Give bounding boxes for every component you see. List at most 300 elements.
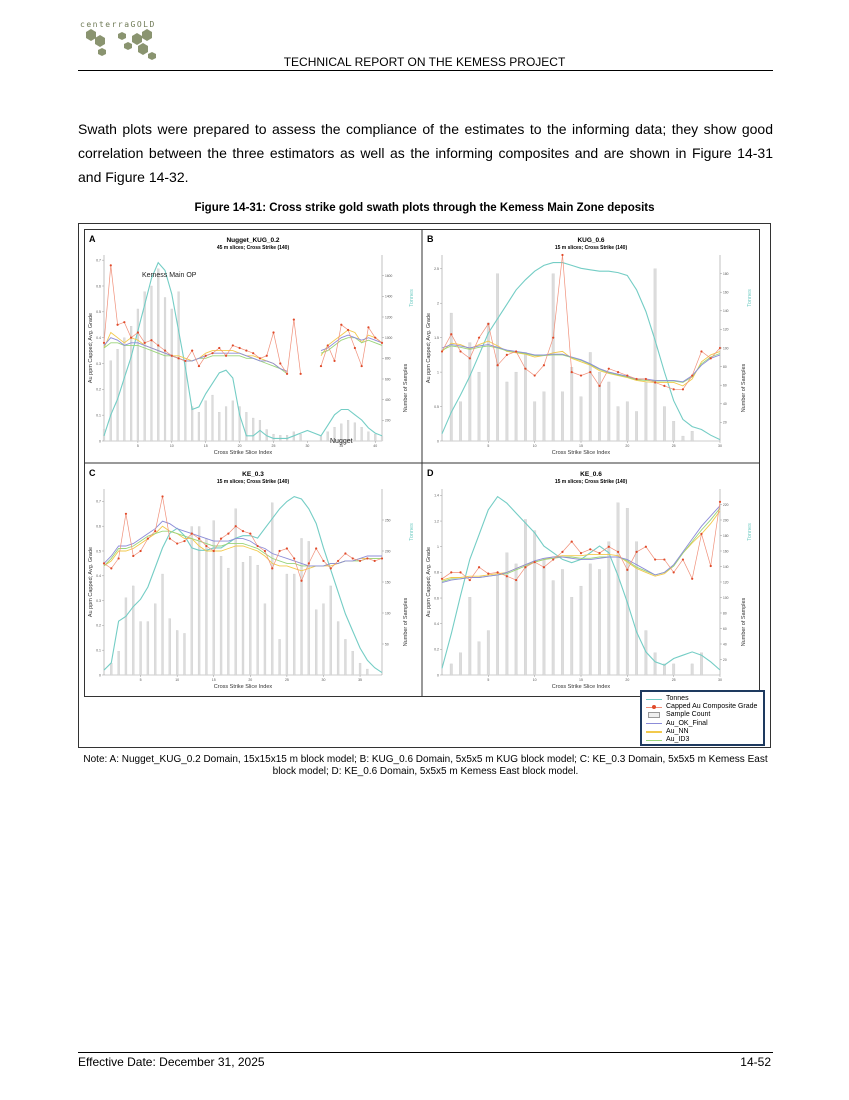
capped-grade-point	[340, 324, 342, 326]
y-tick-label: 0.4	[434, 621, 439, 626]
effective-date: Effective Date: December 31, 2025	[78, 1055, 265, 1069]
x-tick-label: 15	[211, 678, 216, 682]
capped-grade-point	[225, 355, 227, 357]
sample-count-bar	[205, 538, 207, 675]
y-tick-label: 0.1	[96, 413, 101, 418]
capped-grade-point	[626, 374, 628, 376]
y2-axis-label: Number of Samples	[403, 363, 409, 413]
capped-grade-point	[441, 350, 443, 352]
capped-grade-point	[169, 538, 171, 540]
page-number: 14-52	[740, 1055, 771, 1069]
legend-swatch	[646, 728, 662, 736]
x-tick-label: 20	[625, 444, 630, 448]
x-tick-label: 10	[532, 678, 537, 682]
capped-grade-point	[242, 530, 244, 532]
y-axis-label: Au ppm Capped; Avg. Grade	[426, 312, 432, 384]
sample-count-bar	[552, 274, 555, 441]
y2-tick-label: 1000	[385, 335, 393, 340]
sample-count-bar	[273, 434, 275, 441]
capped-grade-point	[198, 538, 200, 540]
y2-tick-label: 200	[385, 549, 391, 554]
x-tick-label: 15	[203, 444, 208, 448]
capped-grade-point	[469, 579, 471, 581]
sample-count-bar	[183, 633, 185, 675]
y-tick-label: 0	[437, 673, 439, 678]
capped-grade-point	[354, 347, 356, 349]
legend-label: Capped Au Composite Grade	[666, 703, 758, 711]
sample-count-bar	[315, 610, 317, 675]
capped-grade-point	[636, 551, 638, 553]
capped-grade-point	[487, 573, 489, 575]
x-tick-label: 5	[487, 444, 490, 448]
x-tick-label: 15	[579, 444, 583, 448]
sample-count-bar	[608, 542, 611, 675]
capped-grade-point	[534, 561, 536, 563]
legend-label: Tonnes	[666, 695, 689, 703]
y-axis-label: Au ppm Capped; Avg. Grade	[426, 546, 432, 618]
capped-grade-point	[598, 385, 600, 387]
y2-tick-label: 60	[723, 383, 727, 388]
sample-count-bar	[123, 338, 125, 441]
sample-count-bar	[598, 372, 601, 441]
capped-grade-point	[552, 337, 554, 339]
capped-grade-point	[176, 542, 178, 544]
x-tick-label: 15	[579, 678, 583, 682]
capped-grade-point	[286, 373, 288, 375]
capped-grade-point	[589, 548, 591, 550]
capped-grade-point	[337, 560, 339, 562]
capped-grade-point	[352, 557, 354, 559]
au-nn-line	[442, 341, 720, 386]
y-tick-label: 0.4	[96, 574, 101, 579]
capped-grade-point	[293, 318, 295, 320]
y2-tick-label: 60	[723, 626, 727, 631]
y2-tick-label: 40	[723, 402, 727, 407]
sample-count-bar	[110, 361, 112, 441]
x-tick-label: 10	[175, 678, 180, 682]
sample-count-bar	[132, 586, 134, 675]
y2-tick-label: 100	[723, 595, 729, 600]
sample-count-bar	[459, 402, 462, 441]
capped-grade-point	[682, 558, 684, 560]
y-tick-label: 0.3	[96, 598, 101, 603]
capped-grade-point	[580, 374, 582, 376]
capped-grade-point	[220, 538, 222, 540]
y-tick-label: 1	[437, 370, 439, 375]
y-axis-label: Au ppm Capped; Avg. Grade	[88, 312, 94, 384]
capped-grade-point	[608, 368, 610, 370]
x-tick-label: 25	[284, 678, 289, 682]
panel-letter: D	[427, 468, 434, 478]
capped-grade-point	[487, 323, 489, 325]
y2-tick-label: 800	[385, 356, 391, 361]
sample-count-bar	[580, 397, 583, 441]
sample-count-bar	[626, 402, 629, 441]
swath-plot-panels	[84, 229, 760, 697]
sample-count-bar	[570, 597, 573, 675]
capped-grade-point	[130, 337, 132, 339]
x-tick-label: 10	[532, 444, 537, 448]
chart-legend	[640, 690, 765, 746]
au-id3-line	[104, 531, 382, 566]
capped-grade-point	[700, 533, 702, 535]
y2-tick-label: 200	[385, 418, 391, 423]
capped-grade-point	[333, 360, 335, 362]
legend-item-ok	[646, 720, 759, 728]
capped-grade-point	[645, 546, 647, 548]
capped-grade-point	[118, 557, 120, 559]
capped-grade-point	[252, 352, 254, 354]
sample-count-bar	[374, 434, 376, 441]
capped-grade-point	[691, 374, 693, 376]
capped-grade-point	[177, 357, 179, 359]
y-tick-label: 1.5	[434, 335, 439, 340]
sample-count-bar	[252, 418, 254, 441]
sample-count-bar	[691, 431, 694, 441]
x-tick-label: 30	[321, 678, 326, 682]
capped-grade-point	[183, 540, 185, 542]
sample-count-bar	[125, 598, 127, 675]
capped-grade-point	[450, 333, 452, 335]
y2-tick-label: 160	[723, 549, 729, 554]
x-tick-label: 25	[671, 678, 676, 682]
capped-grade-point	[571, 371, 573, 373]
sample-count-bar	[257, 565, 259, 675]
sample-count-bar	[154, 604, 156, 675]
y2-axis-label: Number of Samples	[403, 597, 409, 647]
x-axis-label: Cross Strike Slice Index	[551, 684, 611, 690]
report-title: TECHNICAL REPORT ON THE KEMESS PROJECT	[283, 55, 566, 69]
capped-grade-point	[293, 557, 295, 559]
swath-panel-c	[88, 468, 415, 690]
y-tick-label: 2	[437, 301, 439, 306]
panel-subtitle: 15 m slices; Cross Strike (140)	[216, 479, 290, 485]
capped-grade-point	[103, 342, 105, 344]
body-paragraph: Swath plots were prepared to assess the compliance of the estimates to the informing data; they show good correlation between the three estimators as well as the informing composites and are shown in Figure 14-31 and Figure 14-32.	[78, 121, 773, 185]
sample-count-bar	[320, 436, 322, 441]
legend-label: Au_ID3	[666, 736, 690, 744]
capped-grade-point	[663, 385, 665, 387]
capped-grade-point	[154, 530, 156, 532]
y-tick-label: 0.5	[96, 549, 101, 554]
capped-grade-point	[213, 550, 215, 552]
capped-grade-point	[608, 546, 610, 548]
y2-axis-label: Number of Samples	[741, 597, 747, 647]
y-tick-label: 0.2	[434, 647, 439, 652]
capped-grade-point	[381, 557, 383, 559]
capped-grade-point	[147, 538, 149, 540]
capped-grade-point	[211, 352, 213, 354]
y-tick-label: 1.4	[434, 493, 439, 498]
capped-grade-point	[245, 349, 247, 351]
y2-tick-label: 150	[385, 580, 391, 585]
sample-count-bar	[487, 631, 490, 675]
capped-grade-point	[198, 365, 200, 367]
y2-tick-label: 140	[723, 564, 729, 569]
x-tick-label: 40	[373, 444, 378, 448]
capped-grade-point	[598, 552, 600, 554]
au-ok-final-line	[442, 506, 720, 583]
capped-grade-point	[515, 350, 517, 352]
sample-count-bar	[176, 630, 178, 675]
capped-grade-point	[184, 360, 186, 362]
sample-count-bar	[213, 521, 215, 675]
sample-count-bar	[552, 581, 555, 675]
legend-swatch	[646, 695, 662, 703]
sample-count-bar	[245, 412, 247, 441]
legend-item-capped	[646, 703, 759, 711]
y2-tick-label: 220	[723, 502, 729, 507]
capped-grade-point	[271, 567, 273, 569]
capped-grade-point	[132, 555, 134, 557]
panel-title: Nugget_KUG_0.2	[226, 237, 280, 244]
y-tick-label: 0.7	[96, 258, 101, 263]
sample-count-bar	[205, 401, 207, 441]
y2-tick-label: 1200	[385, 315, 393, 320]
capped-grade-point	[286, 547, 288, 549]
sample-count-bar	[478, 372, 481, 441]
sample-count-bar	[533, 531, 536, 675]
legend-swatch	[646, 736, 662, 744]
y-tick-label: 0.6	[96, 284, 101, 289]
x-tick-label: 30	[718, 444, 722, 448]
capped-grade-point	[205, 355, 207, 357]
panel-title: KE_0.3	[242, 471, 264, 478]
capped-grade-point	[561, 551, 563, 553]
sample-count-bar	[352, 651, 354, 675]
capped-grade-point	[272, 331, 274, 333]
y-tick-label: 0.3	[96, 361, 101, 366]
sample-count-bar	[361, 427, 363, 441]
footer-divider	[78, 1052, 773, 1053]
sample-count-bar	[506, 382, 509, 441]
capped-grade-point	[161, 495, 163, 497]
capped-grade-point	[710, 357, 712, 359]
capped-grade-point	[278, 550, 280, 552]
capped-grade-point	[125, 513, 127, 515]
y-tick-label: 0.5	[96, 310, 101, 315]
sample-count-bar	[178, 292, 180, 441]
capped-grade-point	[506, 575, 508, 577]
y3-axis-label: Tonnes	[747, 289, 753, 307]
capped-grade-point	[497, 364, 499, 366]
y-tick-label: 1	[437, 545, 439, 550]
capped-grade-point	[144, 342, 146, 344]
sample-count-bar	[645, 382, 648, 441]
sample-count-bar	[191, 407, 193, 441]
y3-axis-label: Tonnes	[409, 523, 415, 541]
sample-count-bar	[635, 411, 638, 441]
capped-grade-point	[719, 501, 721, 503]
x-tick-label: 10	[169, 444, 174, 448]
header-divider	[78, 70, 773, 71]
capped-grade-point	[700, 350, 702, 352]
capped-grade-point	[450, 571, 452, 573]
swath-panel-b	[426, 234, 753, 456]
y2-tick-label: 100	[385, 611, 391, 616]
sample-count-bar	[469, 597, 472, 675]
panel-subtitle: 15 m slices; Cross Strike (140)	[554, 245, 628, 251]
sample-count-bar	[359, 663, 361, 675]
y2-tick-label: 140	[723, 309, 729, 314]
sample-count-bar	[672, 421, 675, 441]
capped-grade-point	[300, 580, 302, 582]
capped-grade-point	[191, 533, 193, 535]
sample-count-bar	[561, 569, 564, 675]
capped-grade-point	[682, 388, 684, 390]
capped-grade-point	[636, 378, 638, 380]
panel-subtitle: 45 m slices; Cross Strike (140)	[216, 245, 290, 251]
y2-tick-label: 20	[723, 420, 727, 425]
capped-grade-point	[645, 378, 647, 380]
capped-grade-point	[266, 355, 268, 357]
au-id3-line	[442, 346, 720, 383]
capped-grade-point	[561, 254, 563, 256]
y2-tick-label: 120	[723, 327, 729, 332]
capped-grade-point	[103, 562, 105, 564]
capped-grade-line	[442, 255, 720, 389]
sample-count-bar	[144, 292, 146, 441]
sample-count-bar	[617, 407, 620, 441]
y-tick-label: 2.5	[434, 267, 439, 272]
legend-swatch	[646, 711, 662, 719]
x-tick-label: 20	[625, 678, 630, 682]
sample-count-bar	[227, 568, 229, 675]
y-tick-label: 1.2	[434, 519, 439, 524]
capped-grade-point	[330, 567, 332, 569]
sample-count-bar	[366, 669, 368, 675]
capped-grade-point	[459, 571, 461, 573]
x-axis-label: Cross Strike Slice Index	[551, 450, 611, 456]
y3-axis-label: Tonnes	[409, 289, 415, 307]
y2-tick-label: 80	[723, 611, 727, 616]
y2-tick-label: 600	[385, 377, 391, 382]
x-tick-label: 25	[271, 444, 276, 448]
capped-grade-point	[315, 547, 317, 549]
y2-tick-label: 120	[723, 580, 729, 585]
sample-count-bar	[515, 372, 518, 441]
sample-count-bar	[344, 639, 346, 675]
sample-count-bar	[543, 558, 546, 675]
capped-grade-point	[150, 339, 152, 341]
sample-count-bar	[543, 392, 546, 441]
x-tick-label: 20	[248, 678, 253, 682]
sample-count-bar	[157, 269, 159, 441]
y-tick-label: 0.5	[434, 404, 439, 409]
x-tick-label: 25	[671, 444, 676, 448]
sample-count-bar	[580, 586, 583, 675]
capped-grade-point	[347, 329, 349, 331]
capped-grade-point	[344, 552, 346, 554]
x-tick-label: 5	[139, 678, 142, 682]
sample-count-bar	[682, 436, 685, 441]
sample-count-bar	[381, 436, 383, 441]
capped-grade-point	[239, 347, 241, 349]
capped-grade-point	[543, 566, 545, 568]
sample-count-bar	[191, 527, 193, 675]
x-tick-label: 20	[237, 444, 242, 448]
sample-count-bar	[271, 503, 273, 675]
sample-count-bar	[478, 642, 481, 675]
capped-grade-point	[279, 362, 281, 364]
sample-count-bar	[110, 663, 112, 675]
capped-grade-point	[374, 337, 376, 339]
y-tick-label: 0.6	[96, 524, 101, 529]
capped-grade-point	[469, 357, 471, 359]
y-tick-label: 0.2	[96, 623, 101, 628]
y-tick-label: 0.8	[434, 570, 439, 575]
legend-label: Au_OK_Final	[666, 719, 708, 727]
x-axis-label: Cross Strike Slice Index	[213, 450, 273, 456]
capped-grade-point	[366, 557, 368, 559]
sample-count-bar	[218, 412, 220, 441]
y3-axis-label: Tonnes	[747, 523, 753, 541]
sample-count-bar	[450, 313, 453, 441]
capped-grade-point	[137, 331, 139, 333]
y2-tick-label: 250	[385, 518, 391, 523]
sample-count-bar	[691, 664, 694, 675]
sample-count-bar	[286, 574, 288, 675]
y-tick-label: 0.7	[96, 499, 101, 504]
sample-count-bar	[198, 527, 200, 675]
sample-count-bar	[589, 564, 592, 675]
capped-grade-point	[110, 264, 112, 266]
sample-count-bar	[635, 542, 638, 675]
sample-count-bar	[147, 622, 149, 675]
y2-tick-label: 200	[723, 518, 729, 523]
capped-grade-point	[157, 344, 159, 346]
sample-count-bar	[354, 423, 356, 441]
capped-grade-point	[327, 344, 329, 346]
sample-count-bar	[327, 432, 329, 441]
capped-grade-point	[478, 566, 480, 568]
swath-panel-a	[88, 234, 415, 456]
x-tick-label: 5	[487, 678, 490, 682]
capped-grade-point	[123, 321, 125, 323]
x-tick-label: 35	[339, 444, 344, 448]
capped-grade-point	[552, 558, 554, 560]
sample-count-bar	[654, 269, 657, 441]
x-tick-label: 35	[358, 678, 363, 682]
capped-grade-point	[626, 569, 628, 571]
sample-count-bar	[608, 382, 611, 441]
capped-grade-point	[218, 347, 220, 349]
capped-grade-point	[139, 550, 141, 552]
capped-grade-point	[374, 560, 376, 562]
legend-item-tonnes	[646, 695, 759, 703]
capped-grade-point	[359, 560, 361, 562]
panel-letter: C	[89, 468, 96, 478]
panel-subtitle: 15 m slices; Cross Strike (140)	[554, 479, 628, 485]
capped-grade-point	[322, 560, 324, 562]
y-tick-label: 0	[99, 439, 101, 444]
y2-tick-label: 80	[723, 364, 727, 369]
y-tick-label: 0.1	[96, 648, 101, 653]
sample-count-bar	[220, 556, 222, 675]
logo-text: centerraGOLD	[80, 20, 156, 29]
sample-count-bar	[524, 519, 527, 675]
capped-grade-point	[580, 552, 582, 554]
sample-count-bar	[626, 508, 629, 675]
y-tick-label: 0.4	[96, 335, 101, 340]
capped-grade-point	[367, 326, 369, 328]
capped-grade-point	[673, 571, 675, 573]
sample-count-bar	[242, 562, 244, 675]
y-tick-label: 0	[99, 673, 101, 678]
y2-tick-label: 1400	[385, 294, 393, 299]
sample-count-bar	[162, 574, 164, 675]
sample-count-bar	[117, 349, 119, 441]
